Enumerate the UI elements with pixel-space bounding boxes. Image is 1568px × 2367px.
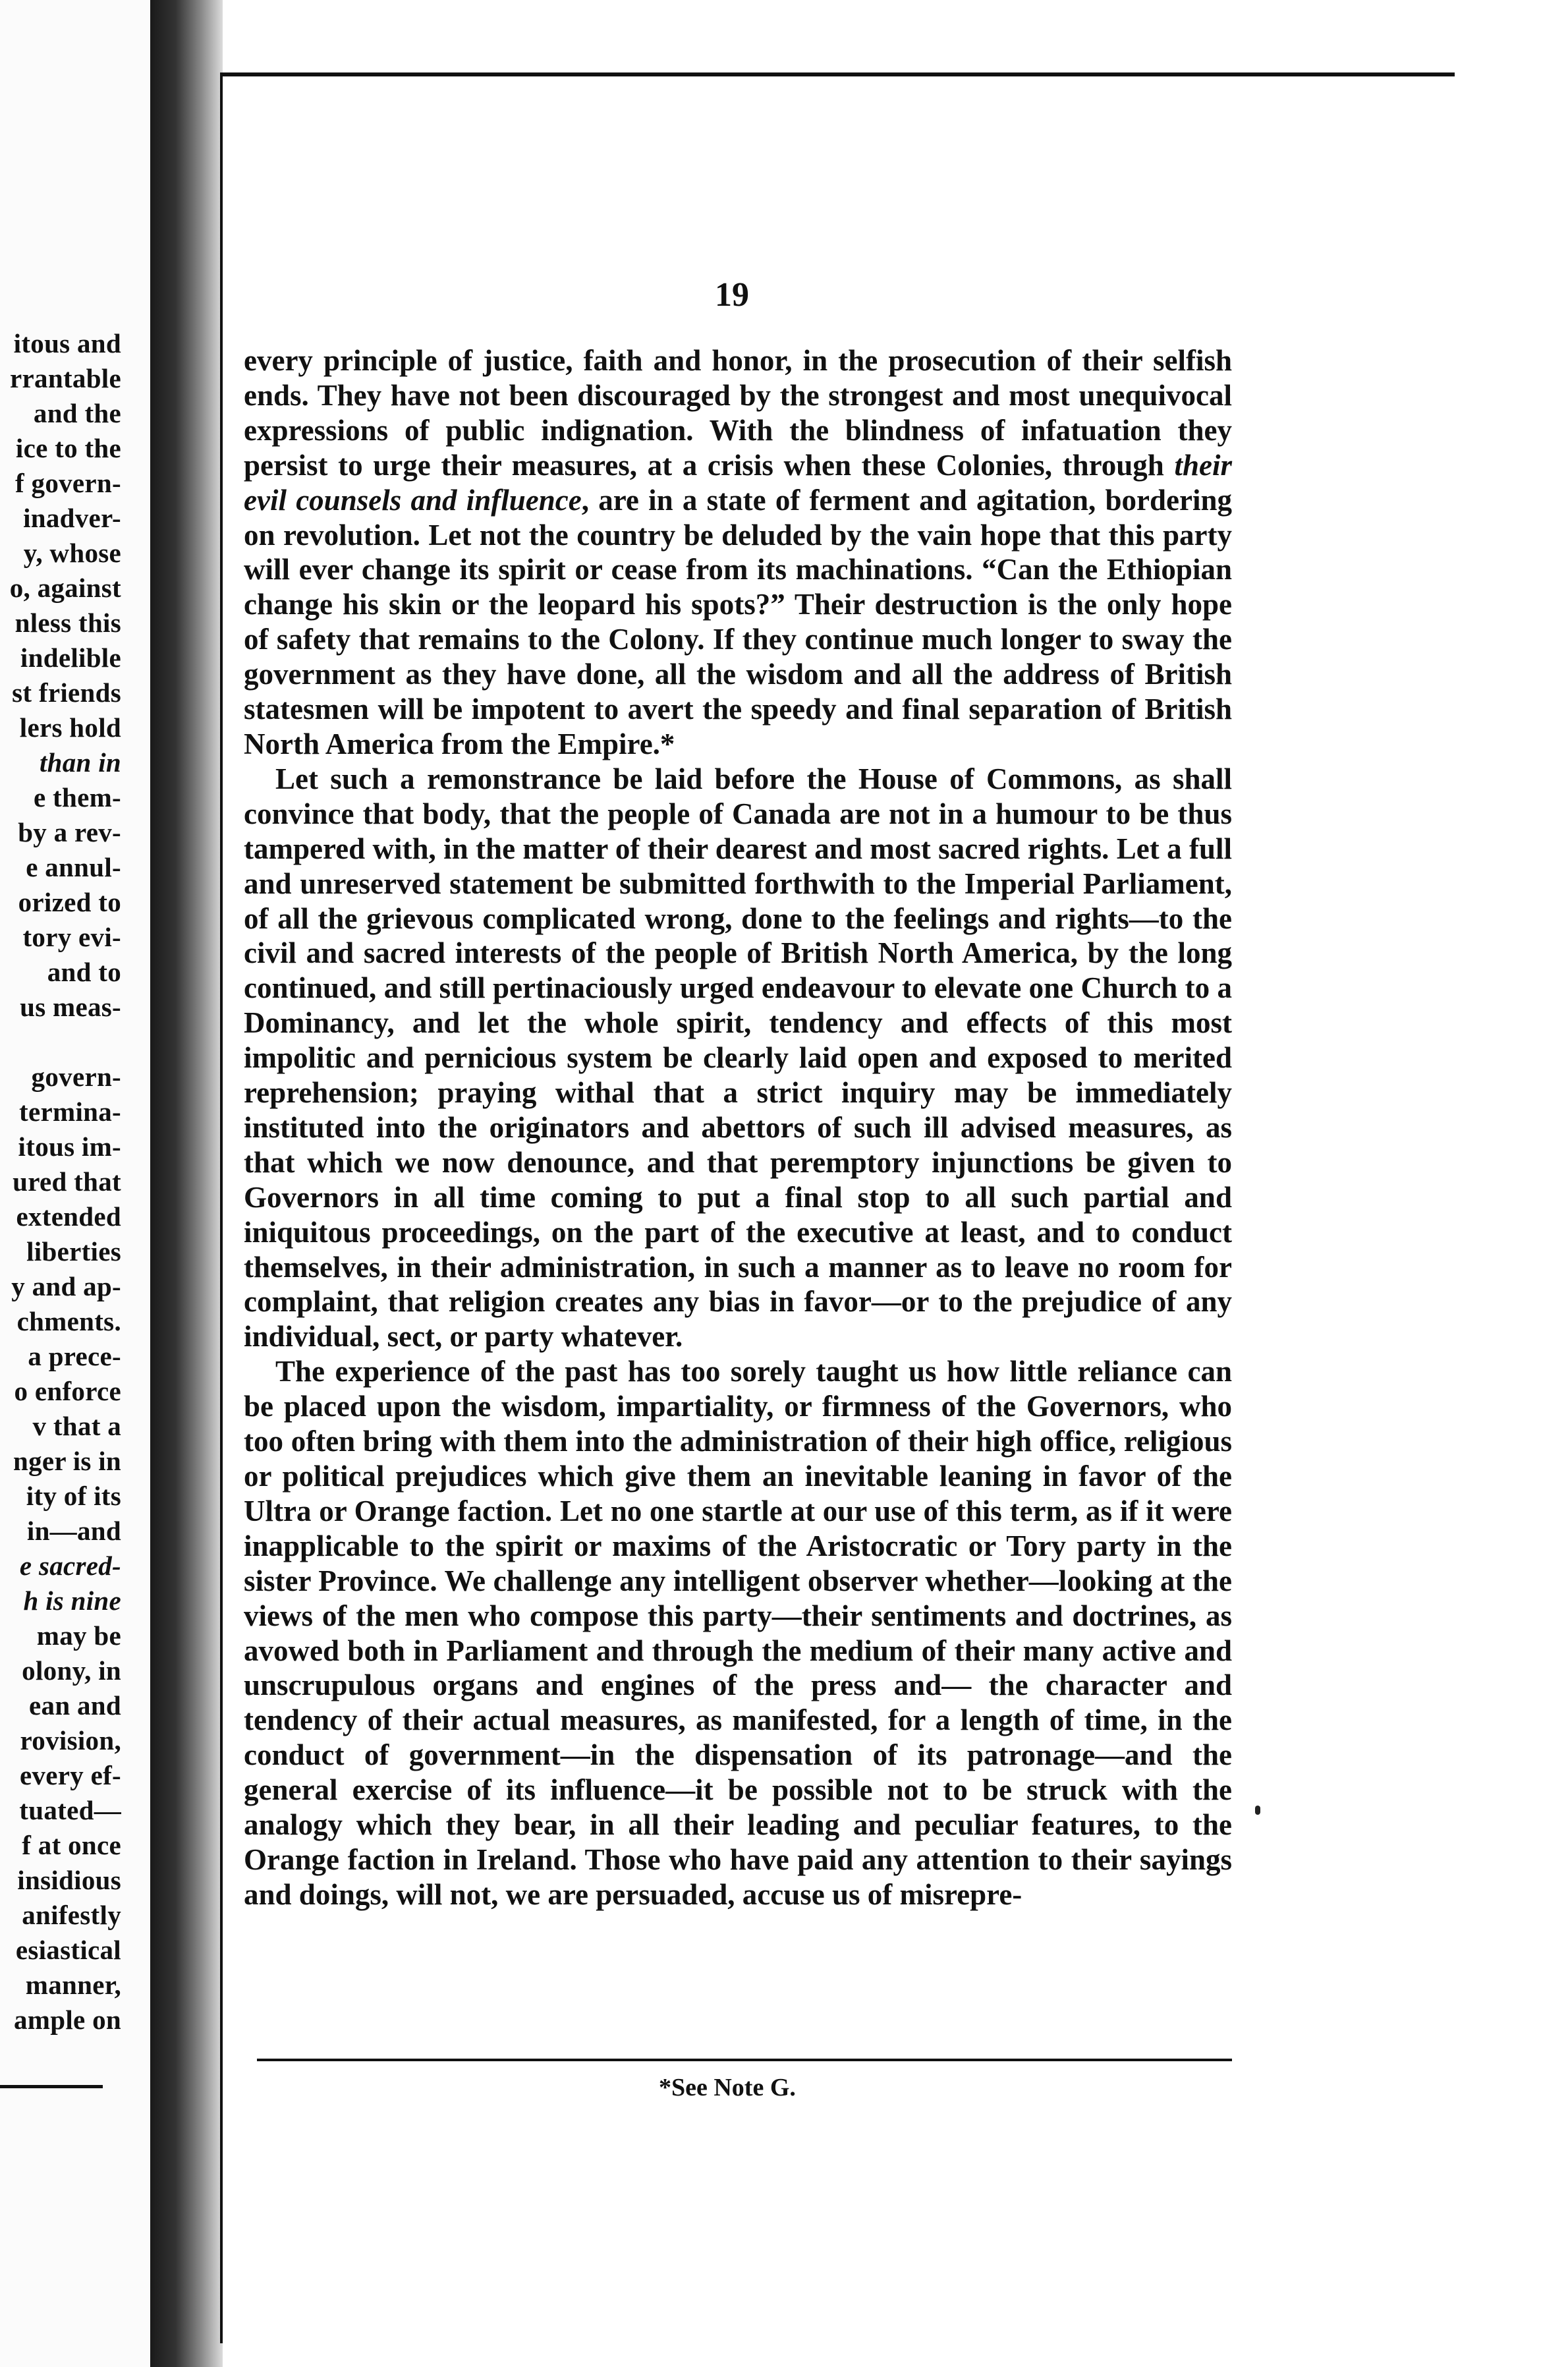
- left-page-line: ean and: [29, 1690, 121, 1721]
- left-page-line: ample on: [14, 2005, 121, 2035]
- left-page-line: y and ap-: [11, 1271, 121, 1301]
- left-page-line: a prece-: [28, 1341, 121, 1371]
- left-page-line: olony, in: [22, 1655, 121, 1686]
- left-page-line: and the: [33, 398, 121, 428]
- book-gutter-shadow: [150, 0, 223, 2367]
- left-page-line: lers hold: [19, 712, 121, 743]
- left-page-line: e them-: [33, 782, 121, 813]
- left-page-line: f at once: [22, 1830, 121, 1860]
- left-page-line: f govern-: [15, 468, 121, 498]
- left-page-line: indelible: [20, 642, 121, 673]
- left-page-line: orized to: [18, 887, 121, 917]
- left-page-footnote-rule: [0, 2085, 103, 2088]
- footnote: *See Note G.: [659, 2074, 796, 2101]
- left-page-line: rrantable: [10, 363, 121, 393]
- left-page-line: esiastical: [15, 1935, 121, 1965]
- left-page-line: manner,: [25, 1970, 121, 2000]
- left-page-line: tory evi-: [22, 922, 121, 952]
- left-page-line: itous and: [13, 328, 121, 358]
- paragraph-1-part-b: , are in a state of ferment and agitation, bordering on revolution. Let not the country be deluded by the vain hope that this party will ever change its spirit or cease from its machinations. “Can the Ethiopian change his skin or the leopard his spots?” Their destruction is the only hope of safety that remains to the Colony. If they continue much longer to sway the government as they have done, all the wisdom and all the address of British statesmen will be impotent to avert the speedy and final separation of British North America from the Empire.*: [244, 483, 1232, 760]
- left-page-line: may be: [36, 1620, 121, 1651]
- left-page-line: by a rev-: [18, 817, 121, 847]
- left-page-line: nger is in: [13, 1446, 121, 1476]
- left-page-line: chments.: [16, 1306, 121, 1336]
- paragraph-2: Let such a remonstrance be laid before the House of Commons, as shall convince that body, that the people of Canada are not in a humour to be thus tampered with, in the matter of their dearest and most sacred rights. Let a full and unreserved statement be submitted forthwith to the Imperial Parliament, of all the grievous complicated wrong, done to the feelings and rights—to the civil and sacred interests of the people of British North America, by the long continued, and still pertinaciously urged endeavour to elevate one Church to a Dominancy, and let the whole spirit, tendency and effects of this most impolitic and pernicious system be clearly laid open and exposed to merited reprehension; praying withal that a strict inquiry may be immediately instituted into the originators and abettors of such ill advised measures, as that which we now denounce, and that peremptory injunctions be given to Governors in all time coming to put a final stop to all such partial and iniquitous proceedings, on the part of the executive at least, and to conduct themselves, in their administration, in such a manner as to leave no room for complaint, that religion creates any bias in favor—or to the prejudice of any individual, sect, or party whatever.: [244, 762, 1232, 1354]
- left-page-line: tuated—: [19, 1795, 121, 1825]
- left-page-line: us meas-: [20, 992, 121, 1022]
- footnote-rule: [257, 2059, 1232, 2061]
- left-page-line: ice to the: [15, 433, 121, 463]
- left-page-line: o, against: [9, 573, 121, 603]
- left-page-line: rovision,: [20, 1725, 121, 1755]
- left-page-line: y, whose: [23, 538, 121, 568]
- left-page-line: liberties: [26, 1236, 121, 1267]
- paragraph-1-emphasis: their evil counsels and influence: [244, 448, 1232, 517]
- left-page-line: [0, 1025, 121, 1060]
- left-page-line: anifestly: [22, 1900, 121, 1930]
- left-page-line: extended: [16, 1201, 121, 1232]
- left-page-line: st friends: [12, 677, 121, 708]
- page-body-text: [244, 343, 1232, 1912]
- paragraph-1: [244, 343, 1232, 762]
- page-number: 19: [715, 276, 749, 314]
- left-page-line: e annul-: [26, 852, 121, 882]
- left-page-line: than in: [39, 747, 121, 778]
- left-page-line: h is nine: [23, 1585, 121, 1616]
- left-page-line: and to: [47, 957, 121, 987]
- left-page-text-fragments: [0, 326, 121, 2038]
- left-page-line: every ef-: [19, 1760, 121, 1790]
- paragraph-1-part-a: every principle of justice, faith and honor, in the prosecution of their selfish ends. They have not been discouraged by the strongest and most unequivocal expressions of public indignation. With the blindness of infatuation they persist to urge their measures, at a crisis when these Colonies, through: [244, 344, 1232, 482]
- left-page-line: in—and: [26, 1516, 121, 1546]
- left-page-line: itous im-: [18, 1131, 121, 1162]
- left-page-line: o enforce: [14, 1376, 121, 1406]
- left-page-line: termina-: [19, 1097, 121, 1127]
- left-page-line: ured that: [13, 1166, 121, 1197]
- left-page-line: inadver-: [23, 503, 121, 533]
- margin-ink-speck: [1255, 1806, 1260, 1815]
- left-page-line: govern-: [31, 1062, 121, 1092]
- left-page-line: e sacred-: [19, 1551, 121, 1581]
- left-page-line: v that a: [32, 1411, 121, 1441]
- left-page-line: insidious: [17, 1865, 121, 1895]
- left-page-line: ity of its: [26, 1481, 121, 1511]
- left-page-line: nless this: [14, 608, 121, 638]
- paragraph-3: The experience of the past has too sorely taught us how little reliance can be placed upon the wisdom, impartiality, or firmness of the Governors, who too often bring with them into the administration of their high office, religious or political prejudices which give them an inevitable leaning in favor of the Ultra or Orange faction. Let no one startle at our use of this term, as if it were inapplicable to the spirit or maxims of the Aristocratic or Tory party in the sister Province. We challenge any intelligent observer whether—looking at the views of the men who compose this party—their sentiments and doctrines, as avowed both in Parliament and through the medium of their many active and unscrupulous organs and engines of the press and— the character and tendency of their actual measures, as manifested, for a length of time, in the conduct of government—in the dispensation of its patronage—and the general exercise of its influence—it be possible not to be struck with the analogy which they bear, in all their leading and peculiar features, to the Orange faction in Ireland. Those who have paid any attention to their sayings and doings, will not, we are persuaded, accuse us of misrepre-: [244, 1355, 1232, 1911]
